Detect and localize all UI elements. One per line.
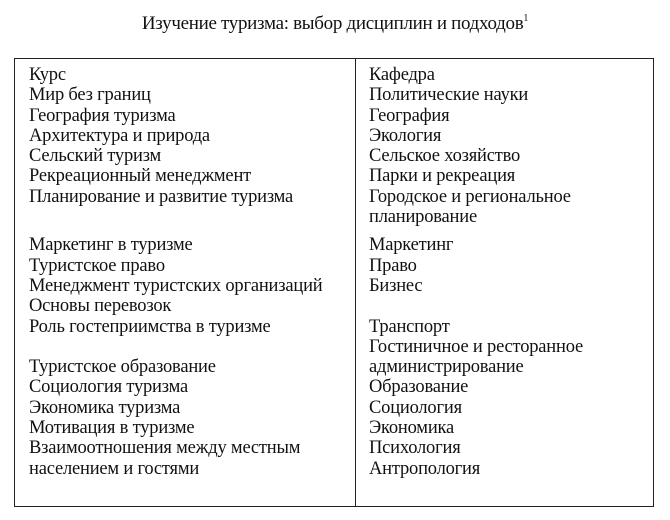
course-cell: Маркетинг в туризме — [29, 235, 193, 256]
course-cell: Роль гостеприимства в туризме — [29, 316, 271, 337]
department-cell: Экономика — [369, 418, 455, 439]
spacer — [29, 337, 353, 357]
course-column — [29, 65, 353, 479]
department-cell: Парки и рекреация — [369, 166, 516, 187]
course-cell: География туризма — [29, 105, 176, 126]
department-cell: Социология — [369, 397, 462, 418]
course-cell: Архитектура и природа — [29, 125, 210, 146]
department-cell: Экология — [369, 125, 442, 146]
department-cell: Городское и региональное планирование — [369, 186, 571, 228]
department-cell: Транспорт — [369, 316, 450, 337]
department-cell: Бизнес — [369, 275, 423, 296]
course-cell: Экономика туризма — [29, 397, 181, 418]
department-cell: География — [369, 105, 450, 126]
department-cell: Гостиничное и ресторанное администрирование — [369, 336, 583, 378]
course-cell: Мотивация в туризме — [29, 418, 195, 439]
column-divider — [355, 59, 356, 506]
course-cell: Туристское образование — [29, 357, 216, 378]
course-cell: Мир без границ — [29, 85, 151, 106]
course-cell: Основы перевозок — [29, 296, 172, 317]
spacer — [29, 207, 353, 227]
course-cell: Сельский туризм — [29, 146, 162, 167]
course-header: Курс — [29, 65, 66, 85]
spacer — [369, 296, 649, 316]
department-cell: Антропология — [369, 458, 481, 479]
department-column — [369, 65, 649, 479]
table-title-text: Изучение туризма: выбор дисциплин и подходов — [141, 13, 524, 34]
table-title — [0, 13, 670, 35]
department-cell: Маркетинг — [369, 235, 454, 256]
course-cell: Планирование и развитие туризма — [29, 186, 294, 207]
department-header: Кафедра — [369, 65, 435, 85]
footnote-marker: 1 — [523, 13, 529, 24]
department-cell: Сельское хозяйство — [369, 146, 521, 167]
course-cell: Рекреационный менеджмент — [29, 166, 252, 187]
course-cell: Социология туризма — [29, 377, 188, 398]
course-cell: Туристское право — [29, 255, 165, 276]
department-cell: Психология — [369, 438, 461, 459]
group-gap — [29, 227, 353, 235]
course-department-table — [14, 58, 654, 507]
course-cell: Взаимоотношения между местным населением и гостями — [29, 438, 301, 479]
group-gap — [369, 227, 649, 235]
department-cell: Право — [369, 255, 417, 276]
course-cell: Менеджмент туристских организаций — [29, 275, 323, 296]
department-cell: Образование — [369, 377, 469, 398]
department-cell: Политические науки — [369, 85, 529, 106]
